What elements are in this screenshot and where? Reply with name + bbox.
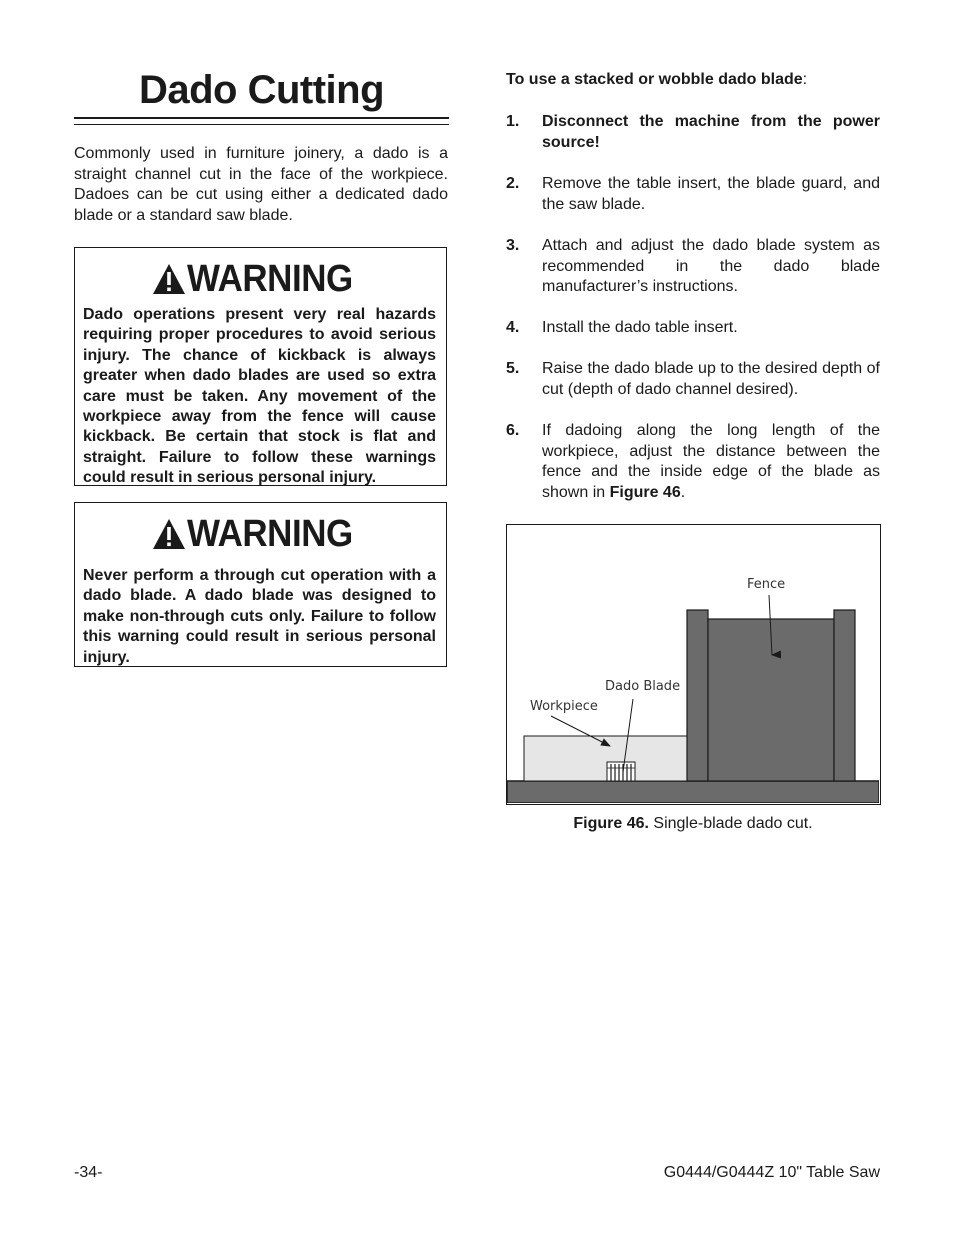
footer-model: G0444/G0444Z 10" Table Saw — [663, 1164, 880, 1181]
warning-heading: WARNING — [186, 258, 353, 300]
step-number: 6. — [506, 422, 520, 439]
warning-box-through-cut — [74, 502, 447, 667]
workpiece — [524, 736, 687, 781]
step-number: 1. — [506, 113, 520, 130]
instructions-lead-text: To use a stacked or wobble dado blade — [506, 71, 803, 88]
step-number: 3. — [506, 237, 520, 254]
step-number: 2. — [506, 175, 520, 192]
step-text: Install the dado table insert. — [542, 319, 738, 336]
warning-header — [83, 253, 436, 305]
step-text: Raise the dado blade up to the desired depth of cut (depth of dado channel desired). — [542, 360, 880, 398]
warning-box-kickback — [74, 247, 447, 486]
warning-header — [83, 508, 436, 560]
instructions-lead-suffix: : — [802, 71, 808, 88]
title-rule-thick — [74, 117, 449, 119]
figure-caption — [506, 814, 880, 834]
step-number: 4. — [506, 319, 520, 336]
page-title: Dado Cutting — [138, 68, 385, 112]
step-text — [542, 421, 880, 503]
step-text: Disconnect the machine from the power source! — [542, 113, 880, 151]
fence-label: Fence — [747, 577, 786, 592]
figure-caption-ref: Figure 46. — [573, 815, 649, 832]
page-number: -34- — [74, 1164, 103, 1181]
figure-reference-link: Figure 46 — [609, 483, 681, 501]
step-text-body: If dadoing along the long length of the workpiece, adjust the distance between the fence and the inside edge of the blade as shown in — [542, 422, 880, 501]
dado-blade — [607, 762, 635, 781]
dado-blade-label: Dado Blade — [605, 679, 681, 694]
title-rule-thin — [74, 124, 449, 125]
intro-paragraph: Commonly used in furniture joinery, a dado is a straight channel cut in the face of the workpiece. Dadoes can be cut using either a dedicated dado blade or a standard saw blade. — [74, 145, 448, 224]
figure-46-frame — [506, 524, 881, 805]
warning-heading: WARNING — [186, 513, 353, 555]
saw-table — [507, 781, 879, 803]
figure-caption-text: Single-blade dado cut. — [648, 815, 813, 832]
step-text: Remove the table insert, the blade guard, and the saw blade. — [542, 175, 880, 213]
step-text: Attach and adjust the dado blade system as recommended in the dado blade manufacturer’s instructions. — [542, 237, 880, 295]
warning-text: Dado operations present very real hazards requiring proper procedures to avoid serious injury. The chance of kickback is always greater when dado blades are used so extra care must be taken. Any movement of the workpiece away from the fence will cause kickback. Be certain that stock is flat and straight. Failure to follow these warnings could result in serious personal injury. — [83, 306, 436, 487]
warning-text: Never perform a through cut operation with a dado blade. A dado blade was designed to make non-through cuts only. Failure to follow this warning could result in serious personal injury. — [83, 567, 436, 666]
workpiece-label: Workpiece — [530, 699, 598, 714]
step-number: 5. — [506, 360, 520, 377]
dado-cut-diagram — [507, 525, 879, 803]
warning-triangle-icon — [152, 518, 186, 550]
step-text-end: . — [680, 483, 686, 501]
instructions-lead — [506, 70, 807, 90]
warning-triangle-icon — [152, 263, 186, 295]
